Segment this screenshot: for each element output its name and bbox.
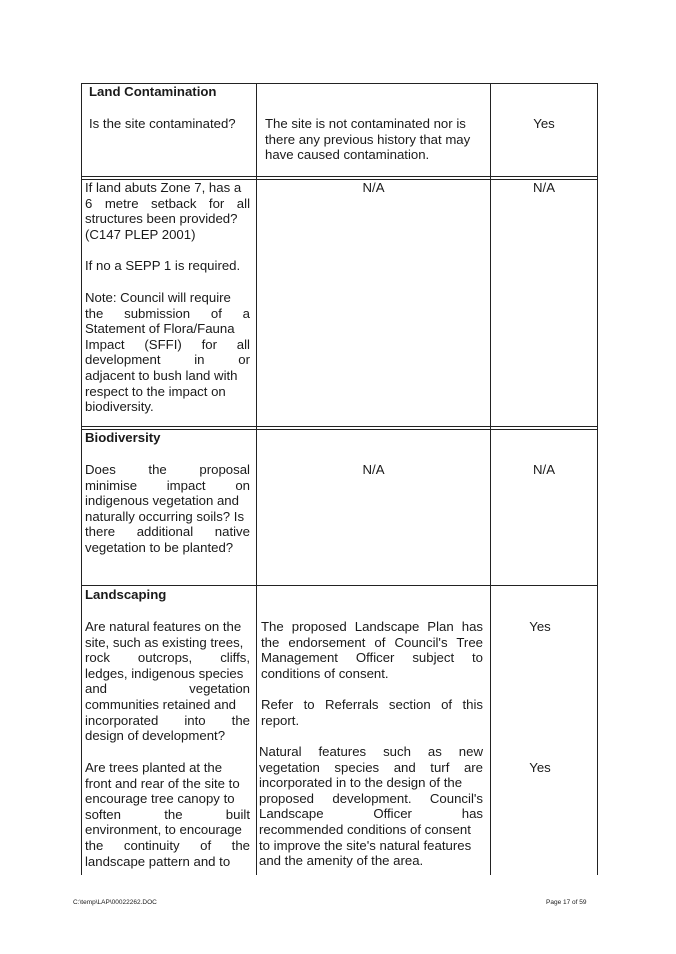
- row-divider-2: [81, 426, 598, 427]
- row-divider-1: [81, 176, 598, 177]
- note-sffi: Note: Council will require the submission of a Statement of Flora/Fauna Impact (SFFI) for all development in or adjacent to bush land with respect to the impact on biodiversity.: [85, 290, 250, 415]
- question-biodiversity: Does the proposal minimise impact on indigenous vegetation and naturally occurring soils? Is there additional native vegetation to be planted?: [85, 462, 250, 555]
- question-natural-features: Are natural features on the site, such as existing trees, rock outcrops, cliffs, ledges, indigenous species and vegetation communities retained and incorporated into the design of development?: [85, 619, 250, 744]
- question-trees-planted: Are trees planted at the front and rear of the site to encourage tree canopy to soften the built environment, to encourage the continuity of the landscape pattern and to: [85, 760, 250, 869]
- table-border-left: [81, 83, 82, 875]
- footer-file-path: C:\temp\LAP\00022262.DOC: [73, 899, 157, 906]
- comment-landscape-plan: The proposed Landscape Plan has the endorsement of Council's Tree Management Officer subject to conditions of consent.: [261, 619, 483, 681]
- compliance-trees-planted: Yes: [529, 760, 551, 775]
- comment-zone7-setback: N/A: [362, 180, 385, 195]
- question-site-contaminated: Is the site contaminated?: [89, 116, 236, 131]
- row-divider-3: [81, 585, 598, 586]
- compliance-site-contaminated: Yes: [533, 116, 555, 131]
- comment-biodiversity: N/A: [362, 462, 385, 477]
- comment-site-contaminated: The site is not contaminated nor is there any previous history that may have caused contamination.: [265, 116, 471, 163]
- column-divider-2: [490, 83, 491, 875]
- compliance-zone7-setback: N/A: [533, 180, 555, 195]
- section-heading-biodiversity: Biodiversity: [85, 430, 161, 445]
- compliance-biodiversity: N/A: [533, 462, 555, 477]
- table-border-right: [597, 83, 598, 875]
- compliance-natural-features: Yes: [529, 619, 551, 634]
- column-divider-1: [256, 83, 257, 875]
- comment-natural-features-incorporated: Natural features such as new vegetation species and turf are incorporated in to the design of the proposed development. Council's Landscape Officer has recommended conditions of consent to improve the site's natural features and the amenity of the area.: [259, 744, 483, 869]
- question-zone7-setback: If land abuts Zone 7, has a 6 metre setback for all structures been provided? (C147 PLEP 2001): [85, 180, 250, 242]
- section-heading-landscaping: Landscaping: [85, 587, 167, 602]
- comment-referrals: Refer to Referrals section of this report.: [261, 697, 483, 728]
- section-heading-land-contamination: Land Contamination: [89, 84, 217, 99]
- question-sepp1: If no a SEPP 1 is required.: [85, 258, 241, 273]
- footer-page-number: Page 17 of 59: [546, 899, 587, 906]
